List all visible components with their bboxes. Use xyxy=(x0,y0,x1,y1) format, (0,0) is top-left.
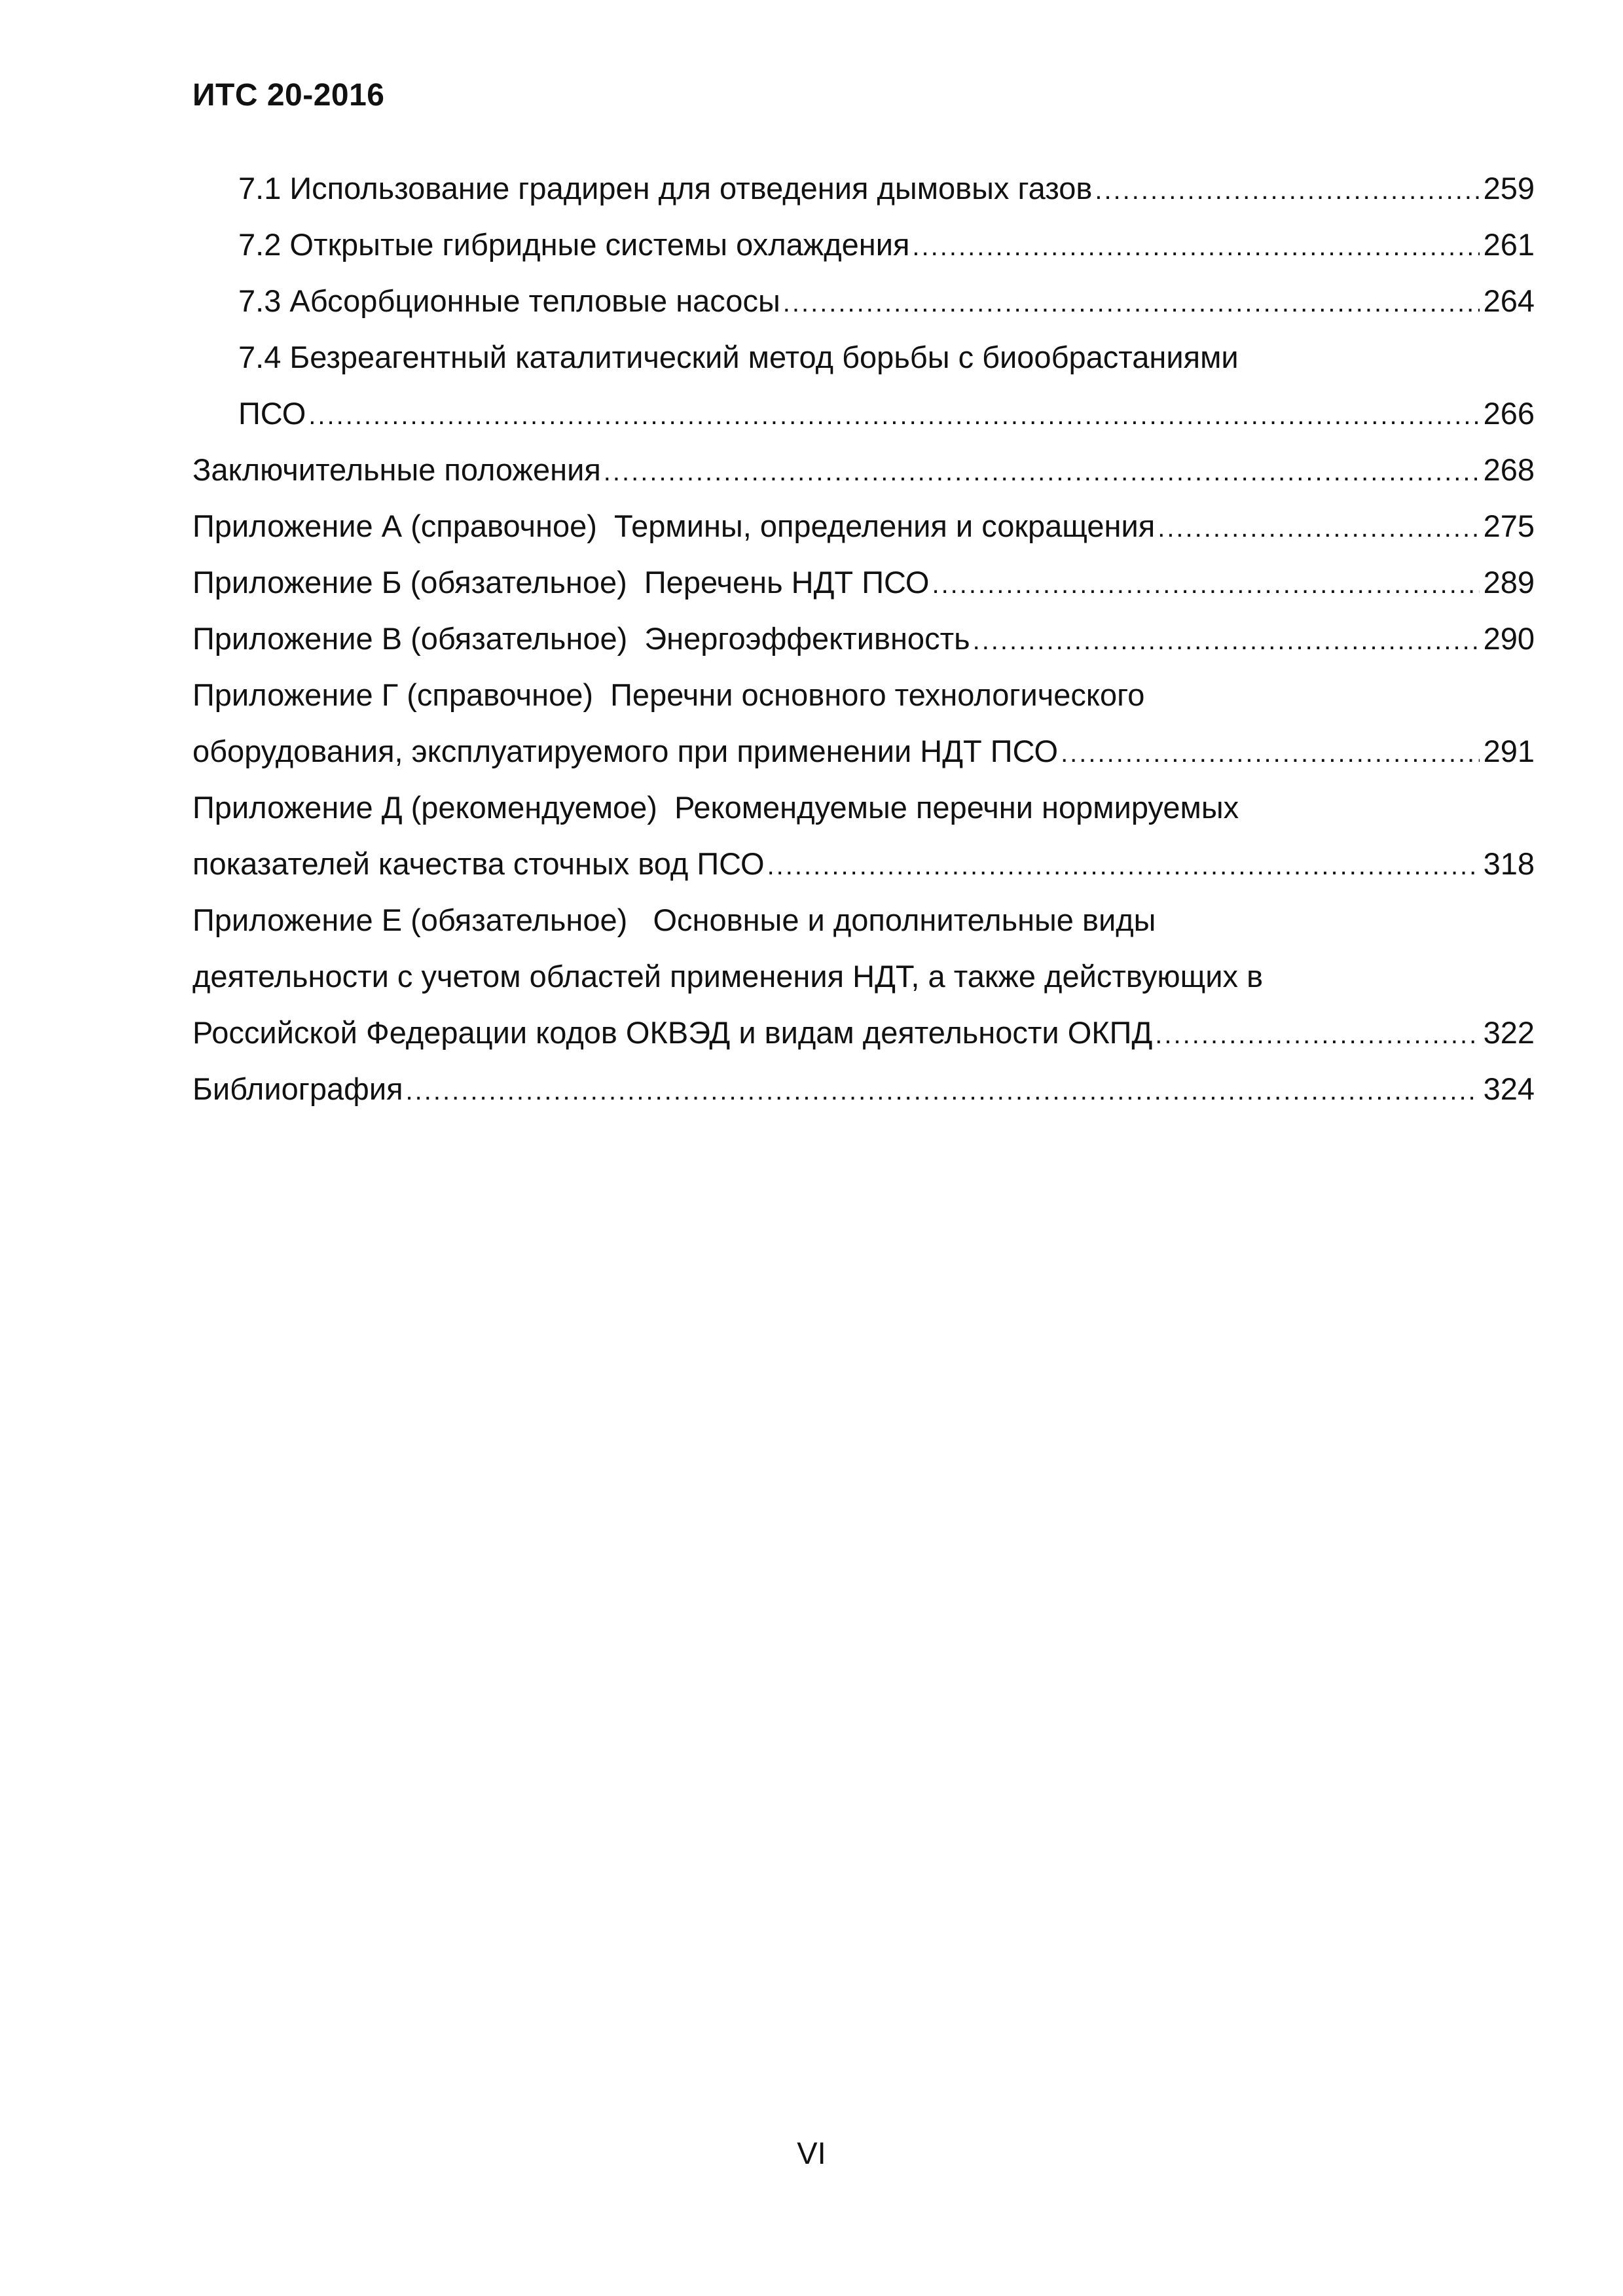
toc-entry-title: 7.4 Безреагентный каталитический метод борьбы с биообрастаниями xyxy=(238,340,1239,374)
dot-leader xyxy=(767,848,1480,879)
toc-entry-title: Приложение Д (рекомендуемое) Рекомендуемые перечни нормируемых xyxy=(192,790,1239,825)
table-of-contents xyxy=(192,147,1535,1104)
toc-entry-title: 7.2 Открытые гибридные системы охлаждения xyxy=(238,227,910,262)
dot-leader xyxy=(1061,736,1480,766)
toc-entry-page: 324 xyxy=(1483,1071,1535,1106)
toc-entry-title: Приложение А (справочное) Термины, определения и сокращения xyxy=(192,509,1156,543)
dot-leader xyxy=(1095,173,1479,204)
dot-leader xyxy=(783,285,1480,316)
dot-leader xyxy=(604,454,1480,485)
dot-leader xyxy=(1158,511,1479,541)
toc-entry-page: 322 xyxy=(1483,1015,1535,1050)
toc-entry[interactable] xyxy=(192,598,1535,654)
toc-entry-page: 259 xyxy=(1483,171,1535,206)
toc-entry[interactable] xyxy=(192,485,1535,541)
toc-entry-continued[interactable] xyxy=(192,935,1535,992)
dot-leader xyxy=(1155,1017,1479,1048)
toc-entry-page: 268 xyxy=(1483,452,1535,487)
toc-entry[interactable] xyxy=(192,541,1535,598)
toc-entry[interactable] xyxy=(192,372,1535,429)
toc-entry-continued[interactable] xyxy=(192,316,1535,372)
dot-leader xyxy=(912,229,1479,260)
toc-entry-title: Приложение Б (обязательное) Перечень НДТ ПСО xyxy=(192,565,930,600)
toc-entry-page: 261 xyxy=(1483,227,1535,262)
toc-entry-title: Заключительные положения xyxy=(192,452,601,487)
toc-entry-page: 275 xyxy=(1483,509,1535,543)
toc-entry-title: Приложение Е (обязательное) Основные и дополнительные виды xyxy=(192,903,1156,937)
toc-entry-page: 291 xyxy=(1483,734,1535,768)
toc-entry-continued[interactable] xyxy=(192,654,1535,710)
toc-entry-page: 264 xyxy=(1483,283,1535,318)
toc-entry-title: Приложение Г (справочное) Перечни основного технологического xyxy=(192,677,1145,712)
toc-entry-page: 266 xyxy=(1483,396,1535,431)
dot-leader xyxy=(932,567,1479,598)
toc-entry-title: ПСО xyxy=(238,396,306,431)
dot-leader xyxy=(406,1073,1480,1104)
toc-entry-continued[interactable] xyxy=(192,879,1535,935)
dot-leader xyxy=(973,623,1480,654)
toc-entry-continued[interactable] xyxy=(192,766,1535,823)
toc-entry-title: показателей качества сточных вод ПСО xyxy=(192,846,765,881)
toc-entry-page: 318 xyxy=(1483,846,1535,881)
toc-entry-title: Российской Федерации кодов ОКВЭД и видам деятельности ОКПД xyxy=(192,1015,1153,1050)
toc-entry-title: оборудования, эксплуатируемого при применении НДТ ПСО xyxy=(192,734,1059,768)
toc-entry[interactable] xyxy=(192,823,1535,879)
toc-entry-title: Библиография xyxy=(192,1071,403,1106)
toc-entry-title: 7.3 Абсорбционные тепловые насосы xyxy=(238,283,780,318)
toc-entry[interactable] xyxy=(192,429,1535,485)
toc-entry-page: 290 xyxy=(1483,621,1535,656)
toc-entry[interactable] xyxy=(192,204,1535,260)
toc-entry-page: 289 xyxy=(1483,565,1535,600)
toc-entry[interactable] xyxy=(192,260,1535,316)
document-code-header: ИТС 20-2016 xyxy=(192,78,385,113)
toc-entry-title: Приложение В (обязательное) Энергоэффективность xyxy=(192,621,970,656)
page-number: VI xyxy=(797,2136,826,2170)
toc-entry[interactable] xyxy=(192,1048,1535,1104)
toc-entry[interactable] xyxy=(192,147,1535,204)
toc-entry-title: деятельности с учетом областей применения НДТ, а также действующих в xyxy=(192,959,1264,994)
toc-entry-title: 7.1 Использование градирен для отведения дымовых газов xyxy=(238,171,1093,206)
toc-entry[interactable] xyxy=(192,710,1535,766)
dot-leader xyxy=(308,398,1479,429)
toc-entry[interactable] xyxy=(192,992,1535,1048)
